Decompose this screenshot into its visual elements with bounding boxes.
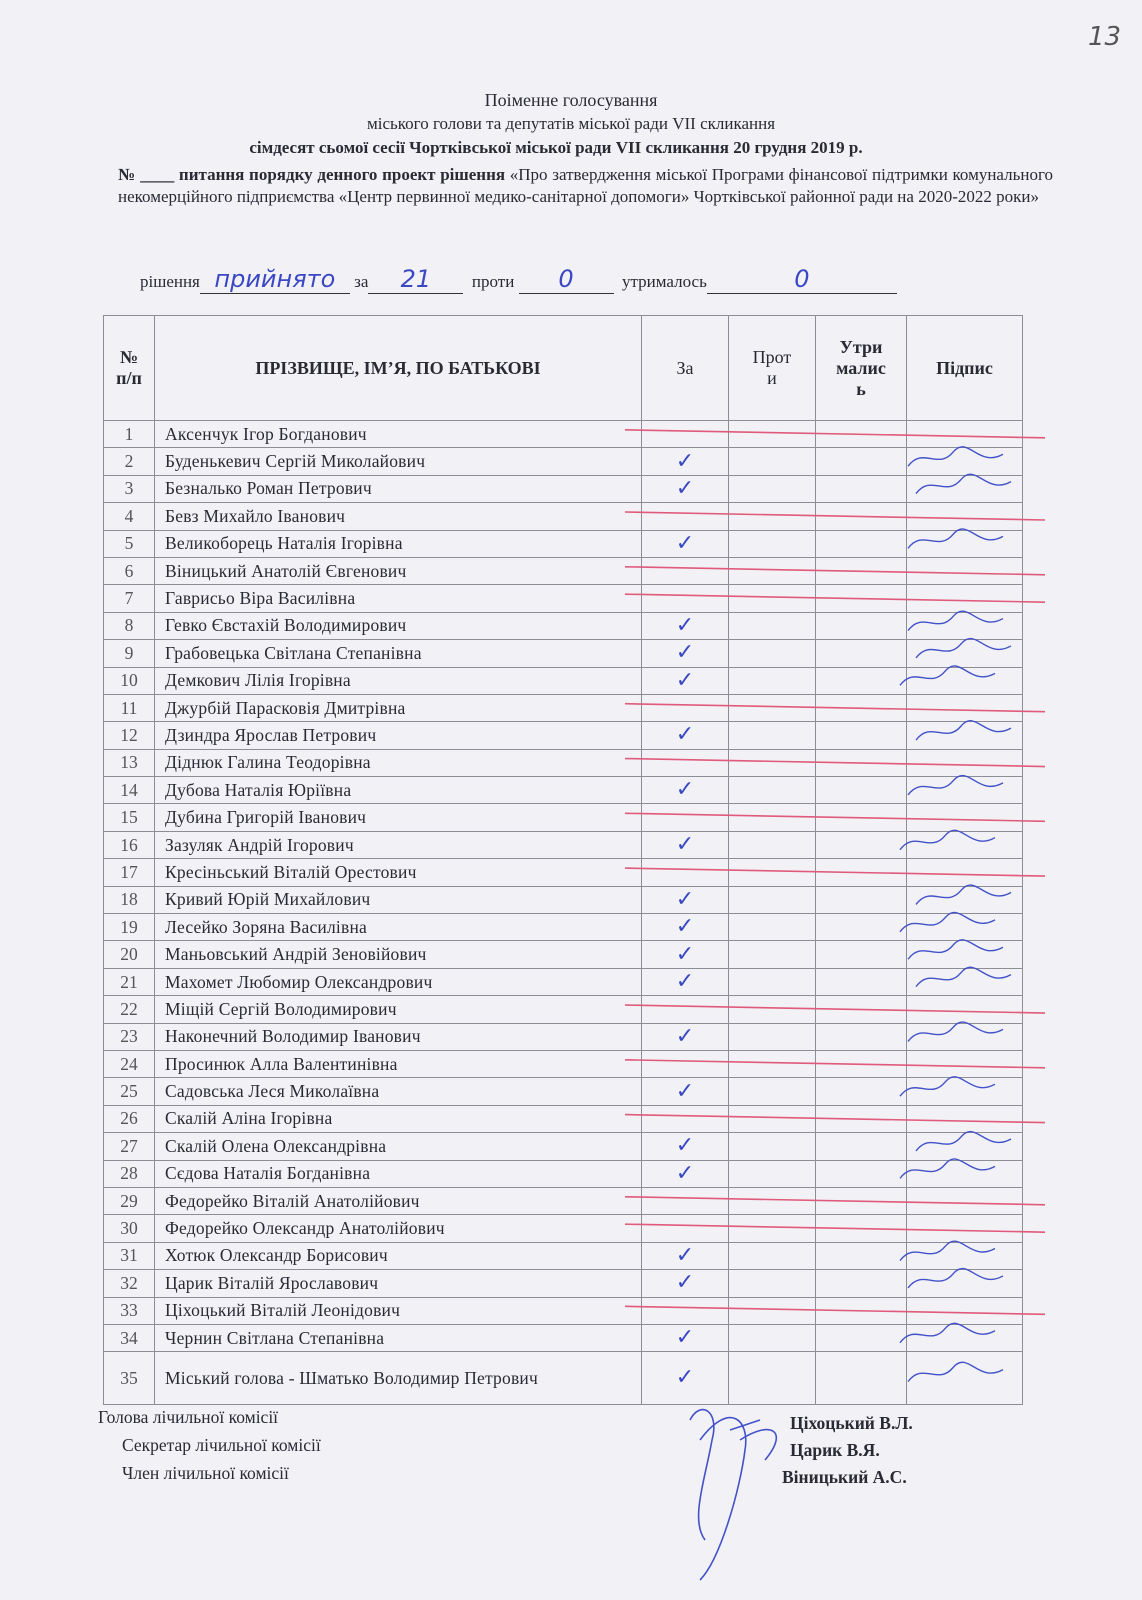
deputy-name: Кривий Юрій Михайлович	[155, 886, 642, 913]
row-number: 22	[104, 996, 155, 1023]
col-against-header: Прот и	[729, 316, 816, 421]
check-mark-icon: ✓	[675, 1270, 695, 1296]
signature-scribble	[900, 1077, 995, 1096]
signatures	[900, 447, 1011, 1382]
row-number: 30	[104, 1215, 155, 1242]
check-mark-icon: ✓	[675, 1133, 695, 1159]
row-number: 33	[104, 1297, 155, 1324]
row-number: 32	[104, 1270, 155, 1297]
deputy-name: Великоборець Наталія Ігорівна	[155, 530, 642, 557]
row-number: 9	[104, 640, 155, 667]
signature-scribble	[908, 1269, 1003, 1288]
page-number: 13	[1088, 22, 1122, 52]
deputy-name: Лесейко Зоряна Василівна	[155, 914, 642, 941]
strike-line	[625, 1306, 1045, 1314]
strike-line	[625, 1197, 1045, 1205]
deputy-name: Махомет Любомир Олександрович	[155, 968, 642, 995]
deputy-name: Зазуляк Андрій Ігорович	[155, 831, 642, 858]
row-number: 15	[104, 804, 155, 831]
signature-scribble	[908, 776, 1003, 795]
question-prefix: № ____ питання порядку денного проект рішення	[118, 165, 506, 184]
row-number: 25	[104, 1078, 155, 1105]
chair-label: Голова лічильної комісії	[98, 1407, 279, 1427]
deputy-name: Грабовецька Світлана Степанівна	[155, 640, 642, 667]
for-value: 21	[400, 265, 432, 293]
chair-name: Ціхоцький В.Л.	[790, 1413, 913, 1433]
deputy-name: Маньовський Андрій Зеновійович	[155, 941, 642, 968]
deputy-name: Чернин Світлана Степанівна	[155, 1324, 642, 1351]
row-number: 20	[104, 941, 155, 968]
signature-scribble	[908, 529, 1003, 548]
deputy-name: Аксенчук Ігор Богданович	[155, 421, 642, 448]
check-mark-icon: ✓	[675, 475, 695, 501]
deputy-name: Скалій Аліна Ігорівна	[155, 1105, 642, 1132]
deputy-name: Діднюк Галина Теодорівна	[155, 749, 642, 776]
row-number: 6	[104, 557, 155, 584]
col-abstain-header: Утри малис ь	[816, 316, 907, 421]
row-number: 17	[104, 859, 155, 886]
row-number: 19	[104, 914, 155, 941]
deputy-name: Сєдова Наталія Богданівна	[155, 1160, 642, 1187]
check-mark-icon: ✓	[675, 1365, 695, 1391]
check-mark-icon: ✓	[675, 667, 695, 693]
document-title: Поіменне голосування	[484, 90, 658, 110]
row-number: 4	[104, 503, 155, 530]
deputy-name: Федорейко Олександр Анатолійович	[155, 1215, 642, 1242]
row-number: 13	[104, 749, 155, 776]
row-number: 26	[104, 1105, 155, 1132]
deputy-name: Безналько Роман Петрович	[155, 475, 642, 502]
signature-scribble	[900, 666, 995, 685]
row-number: 35	[104, 1352, 155, 1405]
abstain-value: 0	[794, 265, 810, 293]
check-mark-icon: ✓	[675, 530, 695, 556]
signature-scribble	[900, 1323, 995, 1342]
deputy-name: Садовська Леся Миколаївна	[155, 1078, 642, 1105]
session-line: сімдесят сьомої сесії Чортківської міської ради VІІ скликання 20 грудня 2019 р.	[249, 138, 863, 157]
strike-line	[625, 1224, 1045, 1232]
signature-scribble	[900, 1241, 995, 1260]
check-mark-icon: ✓	[675, 1023, 695, 1049]
check-mark-icon: ✓	[675, 832, 695, 858]
deputy-name: Дзиндра Ярослав Петрович	[155, 722, 642, 749]
deputy-name: Міщій Сергій Володимирович	[155, 996, 642, 1023]
signature-scribble	[916, 967, 1011, 986]
row-number: 7	[104, 585, 155, 612]
row-number: 28	[104, 1160, 155, 1187]
row-number: 12	[104, 722, 155, 749]
signature-scribble	[916, 721, 1011, 740]
member-label: Член лічильної комісії	[122, 1463, 289, 1483]
secretary-name: Царик В.Я.	[790, 1440, 880, 1460]
strike-line	[625, 594, 1045, 602]
col-for-header: За	[642, 316, 729, 421]
signature-scribble	[916, 639, 1011, 658]
signature-scribble	[900, 912, 995, 931]
strike-line	[625, 868, 1045, 876]
check-mark-icon: ✓	[675, 640, 695, 666]
row-number: 18	[104, 886, 155, 913]
deputy-name: Дубова Наталія Юріївна	[155, 777, 642, 804]
red-strike-lines	[625, 430, 1045, 1315]
check-mark-icon: ✓	[675, 1160, 695, 1186]
strike-line	[625, 1005, 1045, 1013]
strike-line	[625, 512, 1045, 520]
signature-scribble	[908, 1362, 1003, 1381]
deputy-name: Джурбій Парасковія Дмитрівна	[155, 694, 642, 721]
col-signature-header: Підпис	[907, 316, 1023, 421]
strike-line	[625, 813, 1045, 821]
signature-scribble	[916, 1132, 1011, 1151]
deputy-name: Федорейко Віталій Анатолійович	[155, 1187, 642, 1214]
row-number: 24	[104, 1050, 155, 1077]
secretary-label: Секретар лічильної комісії	[122, 1435, 321, 1455]
check-mark-icon: ✓	[675, 448, 695, 474]
document-subtitle: міського голови та депутатів міської ради VІІ скликання	[366, 114, 776, 133]
check-mark-icon: ✓	[675, 941, 695, 967]
for-label: за	[354, 272, 369, 291]
signature-scribble	[908, 940, 1003, 959]
check-mark-icon: ✓	[675, 886, 695, 912]
deputy-name: Дубина Григорій Іванович	[155, 804, 642, 831]
deputy-name: Кресіньський Віталій Орестович	[155, 859, 642, 886]
signature-scribble	[908, 447, 1003, 466]
check-mark-icon: ✓	[675, 777, 695, 803]
chair-signature	[690, 1410, 776, 1580]
row-number: 16	[104, 831, 155, 858]
row-number: 1	[104, 421, 155, 448]
decision-value: прийнято	[214, 265, 336, 293]
signature-scribble	[900, 830, 995, 849]
row-number: 27	[104, 1133, 155, 1160]
deputy-name: Бевз Михайло Іванович	[155, 503, 642, 530]
deputy-name: Просинюк Алла Валентинівна	[155, 1050, 642, 1077]
strike-line	[625, 430, 1045, 438]
signature-scribble	[916, 885, 1011, 904]
deputy-name: Віницький Анатолій Євгенович	[155, 557, 642, 584]
signature-scribble	[916, 474, 1011, 493]
abstain-label: утрималось	[622, 272, 707, 291]
against-label: проти	[471, 272, 515, 291]
deputy-name: Ціхоцький Віталій Леонідович	[155, 1297, 642, 1324]
strike-line	[625, 567, 1045, 575]
deputy-name: Гаврисьо Віра Василівна	[155, 585, 642, 612]
col-name-header: ПРІЗВИЩЕ, ІМ’Я, ПО БАТЬКОВІ	[155, 316, 642, 421]
decision-label: рішення	[140, 272, 200, 291]
deputy-name: Наконечний Володимир Іванович	[155, 1023, 642, 1050]
deputy-name: Скалій Олена Олександрівна	[155, 1133, 642, 1160]
strike-line	[625, 759, 1045, 767]
strike-line	[625, 704, 1045, 712]
row-number: 2	[104, 448, 155, 475]
row-number: 21	[104, 968, 155, 995]
signature-scribble	[908, 1022, 1003, 1041]
row-number: 23	[104, 1023, 155, 1050]
strike-line	[625, 1060, 1045, 1068]
signature-scribble	[908, 611, 1003, 630]
member-name: Віницький А.С.	[782, 1467, 907, 1487]
row-number: 3	[104, 475, 155, 502]
check-mark-icon: ✓	[675, 969, 695, 994]
check-mark-icon: ✓	[675, 1325, 695, 1351]
col-number-header: № п/п	[104, 316, 155, 421]
deputy-name: Гевко Євстахій Володимирович	[155, 612, 642, 639]
deputy-name: Буденькевич Сергій Миколайович	[155, 448, 642, 475]
deputy-name: Демкович Лілія Ігорівна	[155, 667, 642, 694]
row-number: 34	[104, 1324, 155, 1351]
deputy-name: Царик Віталій Ярославович	[155, 1270, 642, 1297]
row-number: 31	[104, 1242, 155, 1269]
strike-line	[625, 1115, 1045, 1123]
check-mark-icon: ✓	[675, 1242, 695, 1268]
deputy-name: Міський голова - Шматько Володимир Петрович	[155, 1352, 642, 1405]
row-number: 14	[104, 777, 155, 804]
question-text: «Про затвердження міської Програми фінансової підтримки комунального некомерційного підприємства «Центр первинної медико-санітарної допомоги» Чортківської районної ради на 2020-2022 роки»	[118, 165, 1053, 206]
check-mark-icon: ✓	[675, 914, 695, 940]
row-number: 10	[104, 667, 155, 694]
check-mark-icon: ✓	[675, 722, 695, 748]
against-value: 0	[558, 265, 574, 293]
row-number: 8	[104, 612, 155, 639]
check-mark-icon: ✓	[675, 612, 695, 638]
check-mark-icon: ✓	[675, 1078, 695, 1104]
signature-scribble	[900, 1159, 995, 1178]
deputy-name: Хотюк Олександр Борисович	[155, 1242, 642, 1269]
row-number: 11	[104, 694, 155, 721]
row-number: 5	[104, 530, 155, 557]
row-number: 29	[104, 1187, 155, 1214]
